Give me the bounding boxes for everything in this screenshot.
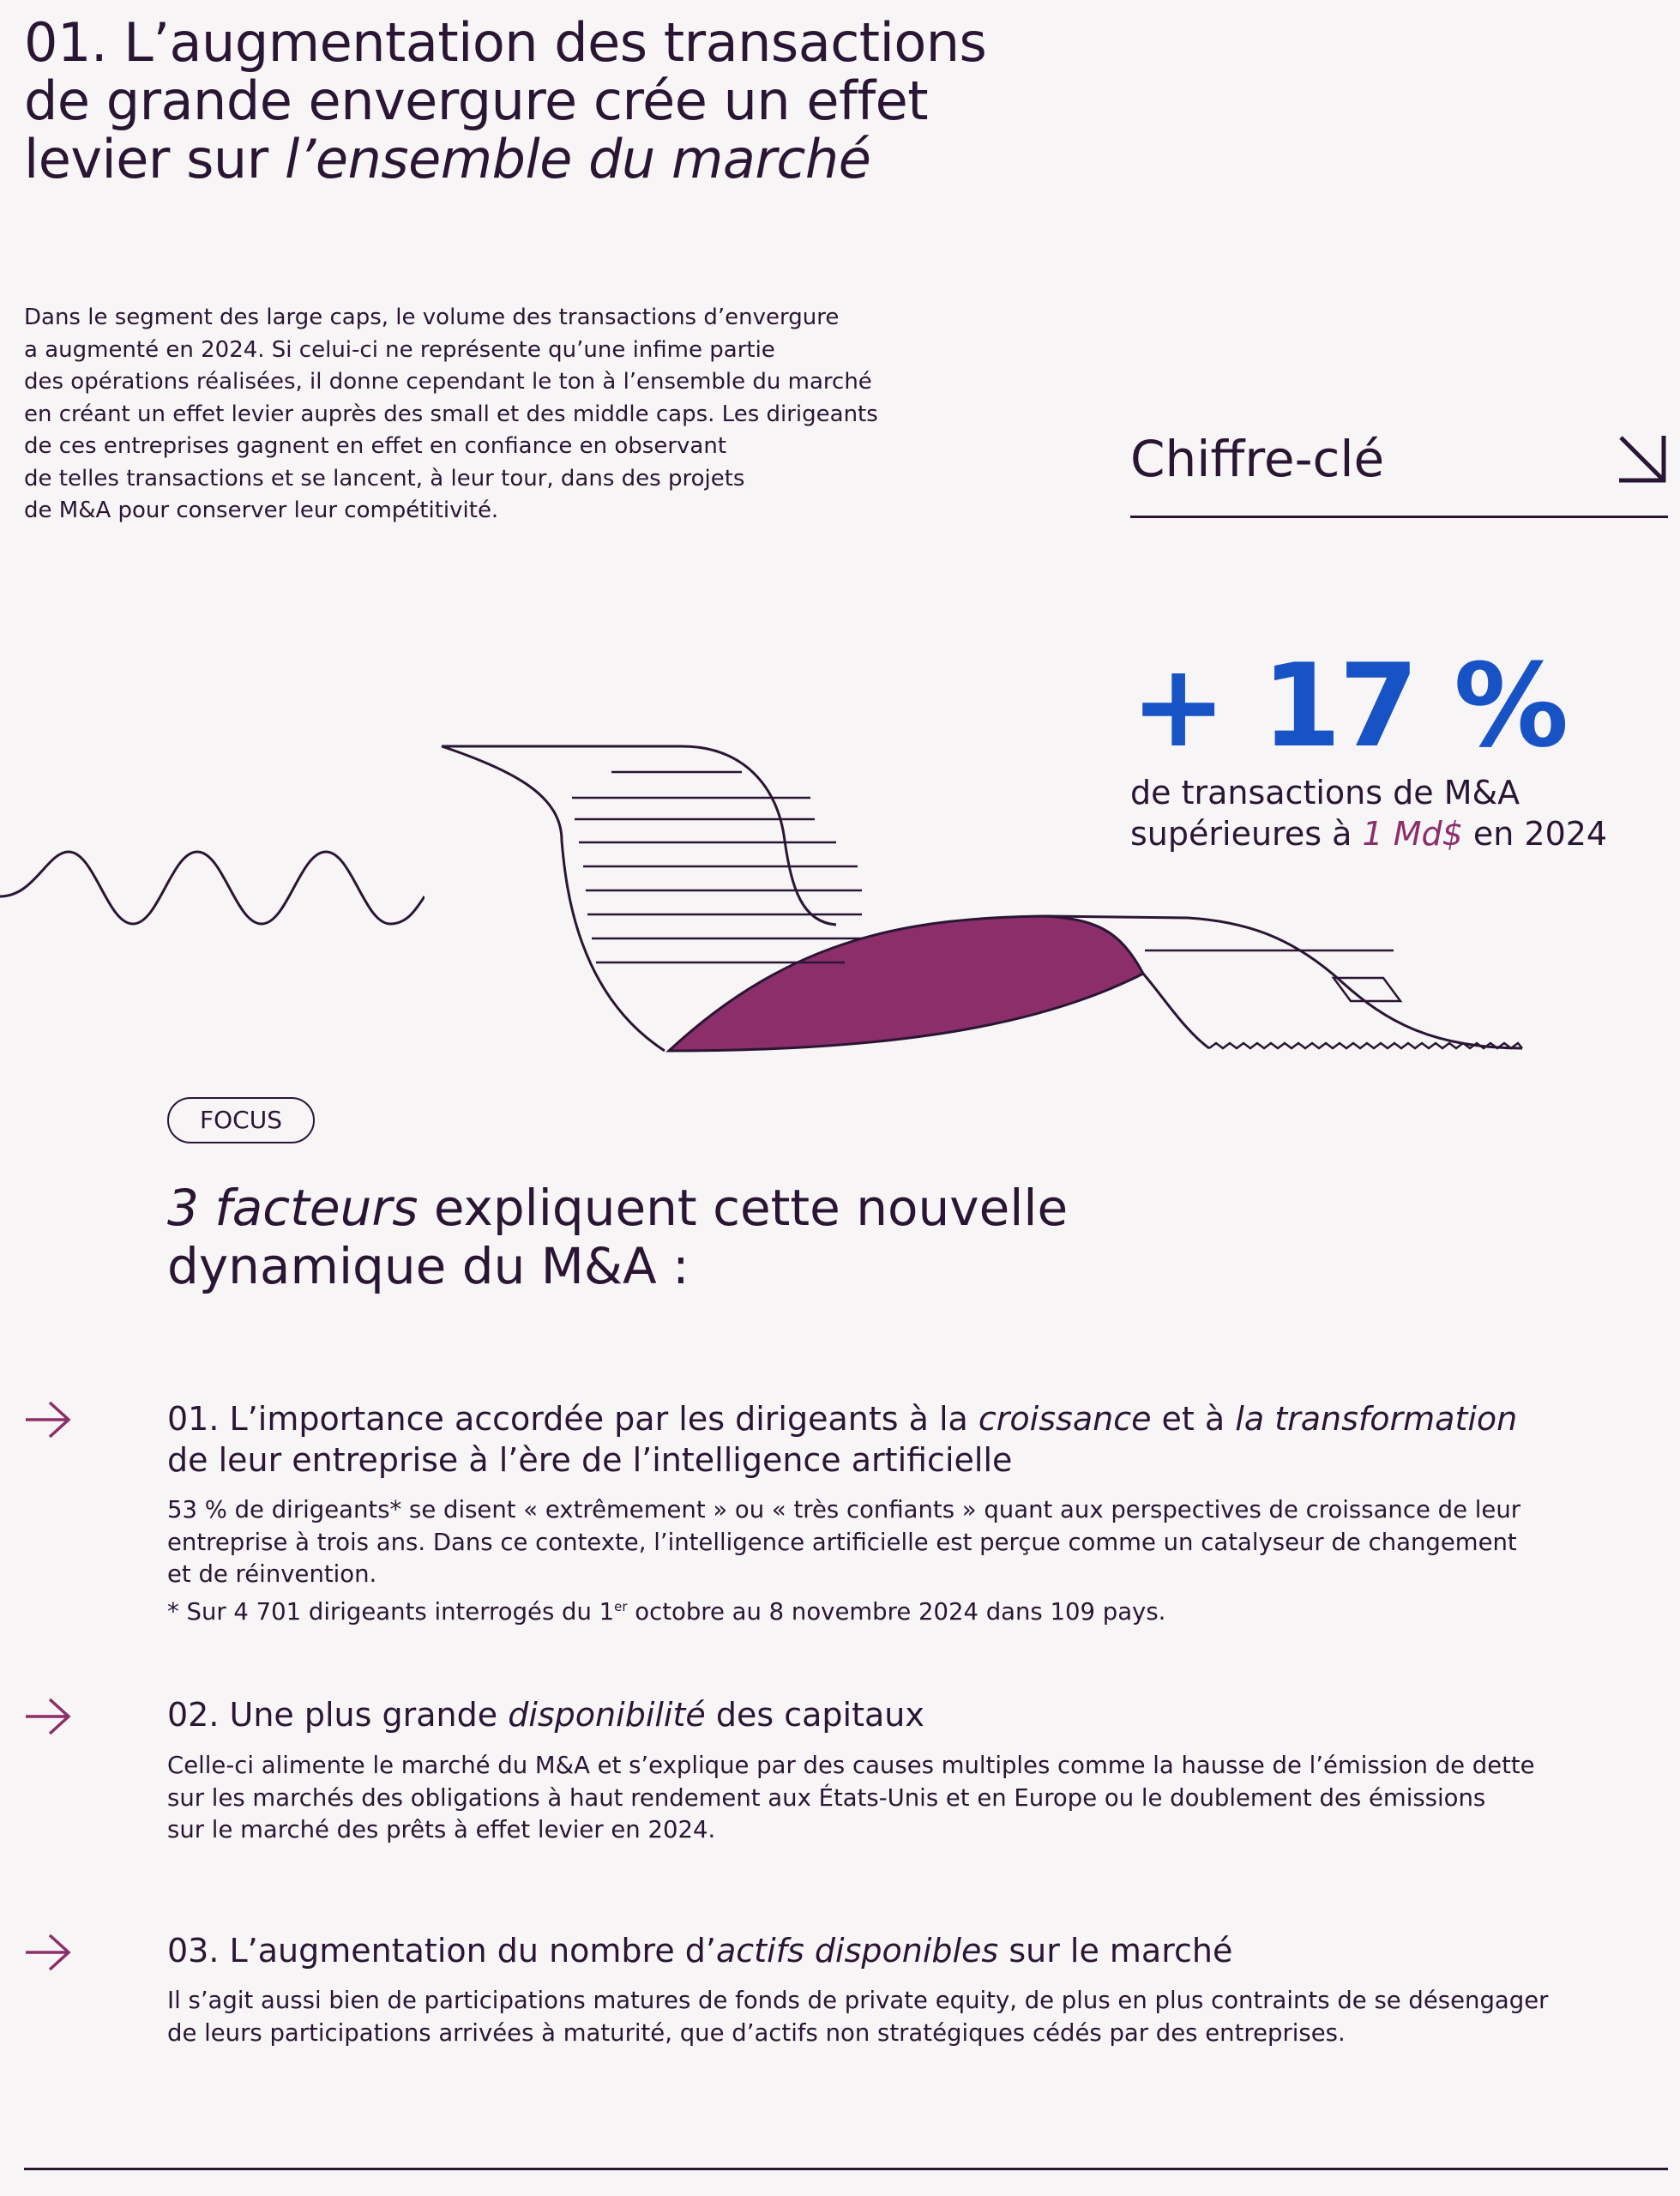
- key-figure-label: Chiffre-clé: [1130, 430, 1385, 488]
- factor-3-line: Il s’agit aussi bien de participations matures de fonds de private equity, de plus en plus contraints de se désengager: [167, 1987, 1549, 2014]
- key-figure-desc-line: supérieures à: [1130, 815, 1363, 853]
- factor-1-title: [167, 1398, 1557, 1481]
- title-emphasis: l’ensemble du marché: [284, 128, 871, 190]
- arrow-right-icon: [24, 1400, 72, 1439]
- key-figure-divider: [1130, 516, 1668, 518]
- factor-2-line: sur le marché des prêts à effet levier en 2024.: [167, 1816, 716, 1843]
- intro-line: en créant un effet levier auprès des small et des middle caps. Les dirigeants: [24, 401, 878, 427]
- footnote-text: octobre au 8 novembre 2024 dans 109 pays.: [627, 1597, 1166, 1626]
- factor-1-line: 53 % de dirigeants* se disent « extrêmement » ou « très confiants » quant aux perspectives de croissance de leur: [167, 1496, 1521, 1523]
- factor-1-footnote: [167, 1598, 1165, 1626]
- factor-3-emphasis: actifs disponibles: [716, 1932, 999, 1970]
- factor-1-title-text: 01. L’importance accordée par les dirigeants à la: [167, 1400, 978, 1438]
- key-figure-desc-tail: en 2024: [1462, 815, 1608, 853]
- factor-3-title-text: sur le marché: [998, 1932, 1233, 1970]
- intro-line: Dans le segment des large caps, le volume des transactions d’envergure: [24, 305, 840, 330]
- factor-2-title-text: des capitaux: [705, 1696, 924, 1734]
- intro-line: de M&A pour conserver leur compétitivité.: [24, 498, 499, 523]
- focus-title-rest: expliquent cette nouvelle: [418, 1179, 1069, 1237]
- focus-title: [167, 1179, 1282, 1295]
- intro-line: de ces entreprises gagnent en effet en confiance en observant: [24, 433, 727, 459]
- factor-2-line: Celle-ci alimente le marché du M&A et s’explique par des causes multiples comme la hausse de l’émission de dette: [167, 1752, 1535, 1779]
- factor-1-emphasis: la transformation: [1235, 1400, 1518, 1438]
- arrow-right-icon: [24, 1933, 72, 1972]
- key-figure-desc-line: de transactions de M&A: [1130, 774, 1520, 811]
- factor-2-text: [167, 1750, 1574, 1847]
- arrow-down-right-icon: [1616, 432, 1669, 486]
- key-figure-highlight: 1 Md$: [1362, 815, 1463, 853]
- factor-3-title-text: 03. L’augmentation du nombre d’: [167, 1932, 716, 1970]
- wave-decoration: [0, 845, 425, 931]
- arrow-right-icon: [24, 1697, 72, 1736]
- factor-1-title-line-2: de leur entreprise à l’ère de l’intelligence artificielle: [167, 1441, 1013, 1479]
- title-line-1: 01. L’augmentation des transactions: [24, 11, 987, 74]
- focus-badge: FOCUS: [167, 1097, 315, 1143]
- key-figure-value: + 17 %: [1130, 639, 1567, 773]
- title-line-2: de grande envergure crée un effet: [24, 69, 929, 132]
- title-line-3: levier sur: [24, 128, 285, 190]
- factor-1-line: et de réinvention.: [167, 1560, 377, 1588]
- page-title: [24, 11, 1087, 190]
- factor-2-emphasis: disponibilité: [508, 1696, 706, 1734]
- factor-3-title: [167, 1930, 1557, 1971]
- factor-1-line: entreprise à trois ans. Dans ce contexte, l’intelligence artificielle est perçue comme un catalyseur de changement: [167, 1528, 1517, 1556]
- intro-paragraph: [24, 302, 967, 528]
- factor-2-line: sur les marchés des obligations à haut rendement aux États-Unis et en Europe ou le doublement des émissions: [167, 1783, 1486, 1812]
- intro-line: de telles transactions et se lancent, à leur tour, dans des projets: [24, 465, 745, 492]
- footnote-superscript: er: [614, 1598, 628, 1614]
- factor-3-text: [167, 1985, 1574, 2049]
- document-scroll-illustration: [433, 738, 1531, 1059]
- focus-title-emphasis: 3 facteurs: [167, 1179, 418, 1237]
- focus-title-line-2: dynamique du M&A :: [167, 1237, 689, 1295]
- bottom-divider: [24, 2168, 1668, 2170]
- factor-1-title-text: et à: [1151, 1400, 1236, 1438]
- factor-1-text: [167, 1494, 1574, 1628]
- factor-1-emphasis: croissance: [978, 1400, 1152, 1438]
- factor-3-line: de leurs participations arrivées à maturité, que d’actifs non stratégiques cédés par des entreprises.: [167, 2018, 1346, 2047]
- factor-2-title: [167, 1694, 1557, 1735]
- intro-line: des opérations réalisées, il donne cependant le ton à l’ensemble du marché: [24, 369, 872, 395]
- intro-line: a augmenté en 2024. Si celui-ci ne représente qu’une infime partie: [24, 336, 775, 363]
- footnote-text: * Sur 4 701 dirigeants interrogés du 1: [167, 1597, 615, 1626]
- factor-2-title-text: 02. Une plus grande: [167, 1696, 509, 1734]
